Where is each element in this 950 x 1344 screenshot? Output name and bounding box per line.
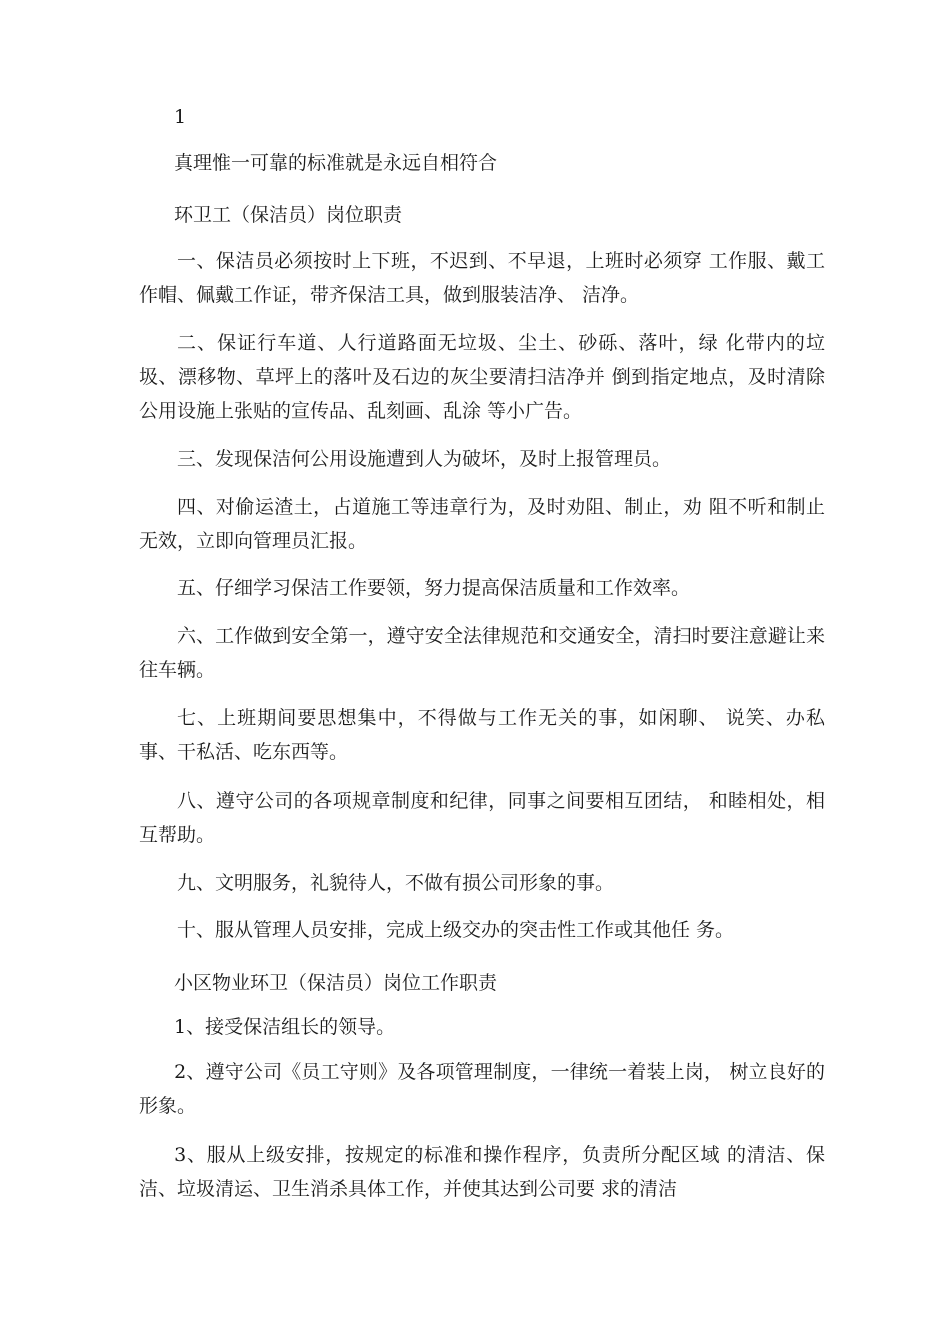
property-item-1: 1、接受保洁组长的领导。	[174, 1016, 396, 1038]
section-title-sanitation: 环卫工（保洁员）岗位职责	[174, 204, 403, 226]
motto: 真理惟一可靠的标准就是永远自相符合	[174, 152, 498, 174]
duty-item-6: 六、工作做到安全第一，遵守安全法律规范和交通安全，清扫时要注意避让来往车辆。	[139, 625, 825, 681]
duty-item-4: 四、对偷运渣土，占道施工等违章行为，及时劝阻、制止，劝 阻不听和制止无效，立即向管理员汇报。	[139, 496, 825, 552]
duty-item-9: 九、文明服务，礼貌待人，不做有损公司形象的事。	[177, 872, 615, 894]
page-number: 1	[174, 106, 187, 128]
duty-item-1: 一、保洁员必须按时上下班，不迟到、不早退，上班时必须穿 工作服、戴工作帽、佩戴工作证，带齐保洁工具，做到服装洁净、 洁净。	[139, 250, 825, 306]
duty-item-10: 十、服从管理人员安排，完成上级交办的突击性工作或其他任 务。	[177, 919, 735, 941]
property-item-3: 3、服从上级安排，按规定的标准和操作程序，负责所分配区域 的清洁、保洁、垃圾清运、卫生消杀具体工作，并使其达到公司要 求的清洁	[139, 1144, 825, 1200]
duty-item-8: 八、遵守公司的各项规章制度和纪律，同事之间要相互团结， 和睦相处，相互帮助。	[139, 790, 825, 846]
duty-item-5: 五、仔细学习保洁工作要领，努力提高保洁质量和工作效率。	[177, 577, 691, 599]
section-title-property: 小区物业环卫（保洁员）岗位工作职责	[174, 972, 498, 994]
duty-item-3: 三、发现保洁何公用设施遭到人为破坏，及时上报管理员。	[177, 448, 672, 470]
duty-item-7: 七、上班期间要思想集中，不得做与工作无关的事，如闲聊、 说笑、办私事、干私活、吃东西等。	[139, 707, 825, 763]
duty-item-2: 二、保证行车道、人行道路面无垃圾、尘土、砂砾、落叶，绿 化带内的垃圾、漂移物、草坪上的落叶及石边的灰尘要清扫洁净并 倒到指定地点，及时清除公用设施上张贴的宣传品、乱刻画、乱涂 等小广告。	[139, 332, 825, 422]
property-item-2: 2、遵守公司《员工守则》及各项管理制度，一律统一着装上岗， 树立良好的形象。	[139, 1061, 825, 1117]
